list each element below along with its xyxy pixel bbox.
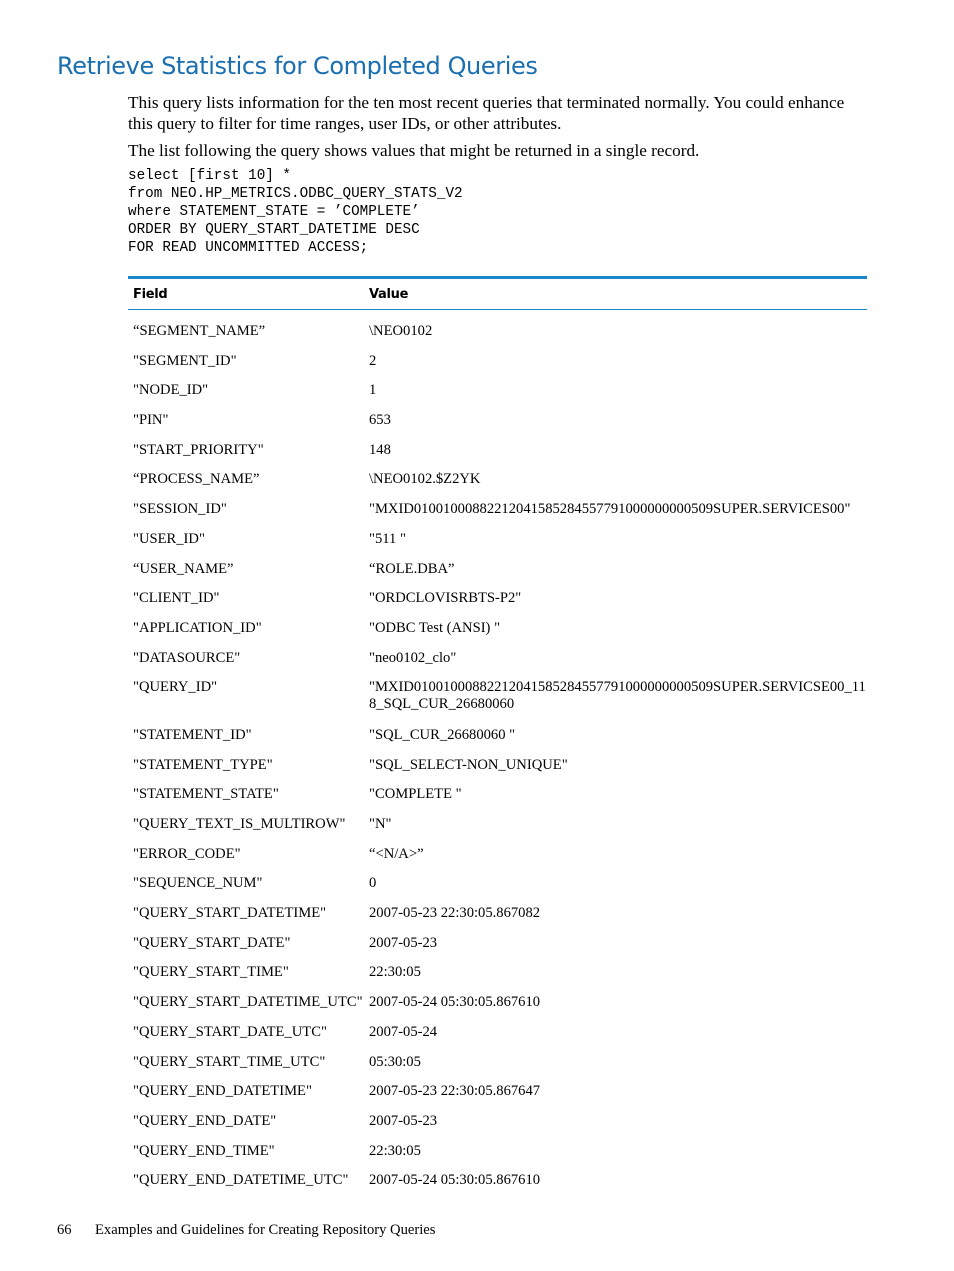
value-cell: 653 [369,412,391,429]
field-cell: "QUERY_END_DATE" [133,1112,277,1129]
table-row [128,524,867,554]
page-footer [57,1222,435,1239]
table-row [128,375,867,405]
table-row [128,346,867,376]
value-cell: 1 [369,382,377,399]
table-row [128,868,867,898]
field-cell: "PIN" [133,412,169,429]
field-cell: "QUERY_ID" [133,679,218,696]
value-cell: 2 [369,352,377,369]
value-cell: “<N/A>” [369,845,424,862]
value-cell: \NEO0102.$Z2YK [369,471,481,488]
field-cell: "CLIENT_ID" [133,590,220,607]
value-cell: "SQL_CUR_26680060 " [369,726,516,743]
table-row [128,1136,867,1166]
table-row [128,435,867,465]
table-row [128,928,867,958]
field-cell: "START_PRIORITY" [133,441,264,458]
table-row [128,987,867,1017]
table-row [128,1076,867,1106]
field-cell: "DATASOURCE" [133,649,241,666]
stats-table [128,276,867,1195]
table-row [128,839,867,869]
field-cell: "USER_ID" [133,530,205,547]
table-row [128,1165,867,1195]
header-field: Field [133,286,168,302]
table-row [128,1106,867,1136]
field-cell: "QUERY_START_DATE_UTC" [133,1023,327,1040]
table-body [128,310,867,1195]
sql-code-block: select [first 10] * from NEO.HP_METRICS.ODBC_QUERY_STATS_V2 where STATEMENT_STATE = ’COMPLETE’ ORDER BY QUERY_START_DATETIME DESC FOR READ UNCOMMITTED ACCESS; [128,168,463,256]
page-number: 66 [57,1222,72,1238]
value-cell: 2007-05-23 22:30:05.867647 [369,1083,541,1100]
page-title: Retrieve Statistics for Completed Queries [57,52,538,80]
value-cell: "SQL_SELECT-NON_UNIQUE" [369,756,568,773]
list-intro-paragraph: The list following the query shows values that might be returned in a single record. [128,141,700,160]
value-cell: "ODBC Test (ANSI) " [369,619,501,636]
value-cell: "MXID01001000882212041585284557791000000000509SUPER.SERVICSE00_118_SQL_CUR_26680060 [369,679,866,713]
value-cell: 2007-05-23 [369,934,438,951]
value-cell: 2007-05-24 05:30:05.867610 [369,1172,541,1189]
value-cell: 22:30:05 [369,964,421,981]
value-cell: 2007-05-24 05:30:05.867610 [369,994,541,1011]
table-row [128,583,867,613]
value-cell: 22:30:05 [369,1142,421,1159]
value-cell: 0 [369,875,377,892]
value-cell: 2007-05-23 22:30:05.867082 [369,905,541,922]
value-cell: 05:30:05 [369,1053,421,1070]
field-cell: "QUERY_START_DATETIME_UTC" [133,994,363,1011]
field-cell: "STATEMENT_ID" [133,726,252,743]
table-row [128,405,867,435]
value-cell: "ORDCLOVISRBTS-P2" [369,590,522,607]
field-cell: "QUERY_END_TIME" [133,1142,275,1159]
table-row [128,898,867,928]
field-cell: "SEQUENCE_NUM" [133,875,263,892]
table-row [128,720,867,750]
value-cell: "MXID01001000882212041585284557791000000000509SUPER.SERVICES00" [369,501,851,518]
field-cell: "APPLICATION_ID" [133,619,262,636]
table-row [128,750,867,780]
table-row [128,672,867,720]
field-cell: "QUERY_TEXT_IS_MULTIROW" [133,816,346,832]
table-row [128,494,867,524]
table-row [128,554,867,584]
value-cell: "N" [369,816,392,832]
table-row [128,1017,867,1047]
value-cell: 2007-05-24 [369,1023,438,1040]
field-cell: "QUERY_START_DATETIME" [133,905,327,922]
field-cell: "STATEMENT_STATE" [133,786,279,803]
table-row [128,809,867,839]
field-cell: "NODE_ID" [133,382,209,399]
table-row [128,316,867,346]
field-cell: "QUERY_START_TIME_UTC" [133,1053,326,1070]
field-cell: "QUERY_START_TIME" [133,964,289,981]
table-row [128,613,867,643]
value-cell: "511 " [369,530,406,547]
field-cell: “USER_NAME” [133,560,234,577]
table-row [128,957,867,987]
table-header [128,279,867,310]
field-cell: "QUERY_START_DATE" [133,934,291,951]
field-cell: "SEGMENT_ID" [133,352,237,369]
field-cell: "QUERY_END_DATETIME_UTC" [133,1172,349,1189]
field-cell: "STATEMENT_TYPE" [133,756,273,773]
table-row [128,1047,867,1077]
value-cell: \NEO0102 [369,323,433,339]
value-cell: "COMPLETE " [369,786,462,803]
header-value: Value [369,286,409,302]
table-row [128,643,867,673]
table-row [128,464,867,494]
intro-paragraph: This query lists information for the ten most recent queries that terminated normally. You could enhance this query to filter for time ranges, user IDs, or other attributes. [128,93,845,133]
field-cell: “SEGMENT_NAME” [133,323,266,339]
value-cell: “ROLE.DBA” [369,560,455,577]
field-cell: “PROCESS_NAME” [133,471,260,488]
field-cell: "SESSION_ID" [133,501,227,518]
value-cell: 2007-05-23 [369,1112,438,1129]
value-cell: 148 [369,441,391,458]
chapter-title: Examples and Guidelines for Creating Repository Queries [95,1222,436,1238]
value-cell: "neo0102_clo" [369,649,457,666]
table-row [128,779,867,809]
field-cell: "ERROR_CODE" [133,845,241,862]
field-cell: "QUERY_END_DATETIME" [133,1083,312,1100]
